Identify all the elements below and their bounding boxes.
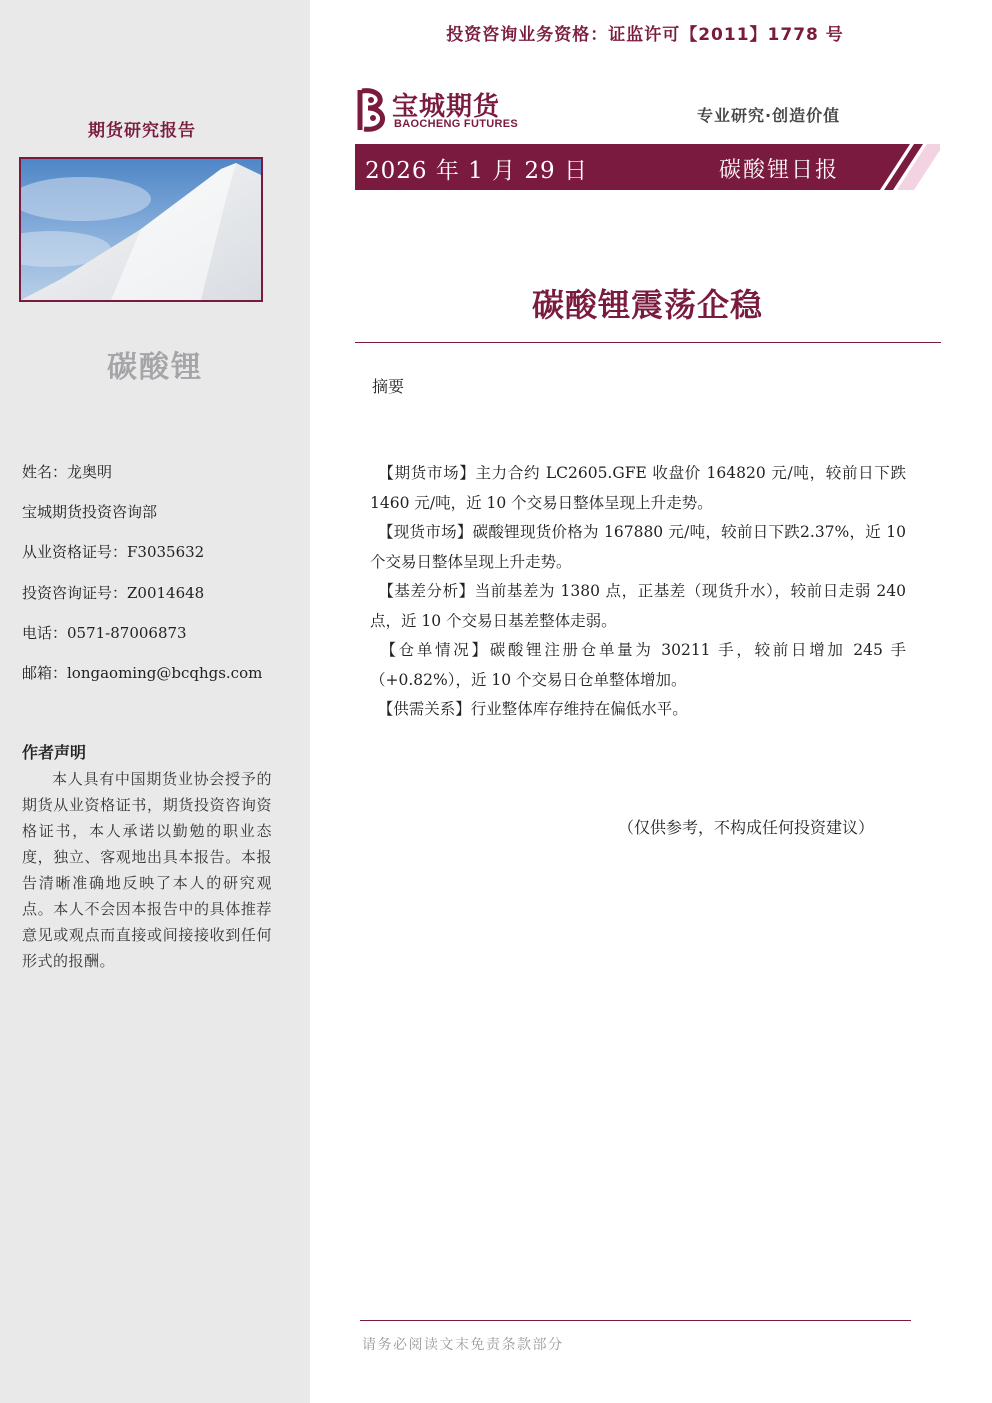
footer-divider: [360, 1320, 911, 1321]
license-line: 投资咨询业务资格：证监许可【2011】1778 号: [446, 25, 844, 45]
declaration-title: 作者声明: [22, 743, 87, 762]
report-date: 2026 年 1 月 29 日: [365, 158, 588, 184]
report-name: 碳酸锂日报: [719, 158, 840, 183]
para-supply-demand: 【供需关系】行业整体库存维持在偏低水平。: [370, 700, 688, 718]
summary-section: [370, 459, 906, 725]
abstract-label: 摘要: [372, 377, 405, 396]
cover-image-salt-mountain: [19, 157, 263, 302]
slogan: 专业研究·创造价值: [697, 106, 841, 125]
para-futures-market: 【期货市场】主力合约 LC2605.GFE 收盘价 164820 元/吨，较前日下跌 1460 元/吨，近 10 个交易日整体呈现上升走势。: [370, 464, 906, 512]
commodity-label: 碳酸锂: [107, 350, 203, 385]
author-email: 邮箱：longaoming@bcqhgs.com: [22, 663, 263, 682]
title-divider: [355, 342, 941, 343]
logo-english-name: BAOCHENG FUTURES: [394, 118, 518, 130]
para-spot-market: 【现货市场】碳酸锂现货价格为 167880 元/吨，较前日下跌2.37%，近 10 个交易日整体呈现上升走势。: [370, 523, 906, 571]
reference-only-note: （仅供参考，不构成任何投资建议）: [618, 818, 875, 837]
company-logo: [356, 86, 526, 134]
date-banner: [355, 144, 940, 190]
author-info: [22, 458, 302, 699]
report-type-label: 期货研究报告: [88, 121, 196, 141]
report-title: 碳酸锂震荡企稳: [531, 286, 763, 324]
author-department: 宝城期货投资咨询部: [22, 503, 158, 522]
author-qualification-id: 从业资格证号：F3035632: [22, 543, 205, 562]
author-name: 姓名：龙奥明: [22, 463, 113, 481]
logo-b-mark-icon: [356, 86, 390, 134]
sidebar: [0, 0, 310, 1403]
para-basis-analysis: 【基差分析】当前基差为 1380 点，正基差（现货升水），较前日走弱 240 点，近 10 个交易日基差整体走弱。: [370, 582, 906, 630]
author-phone: 电话：0571-87006873: [22, 623, 187, 642]
footer-disclaimer-link: 请务必阅读文末免责条款部分: [362, 1337, 564, 1353]
declaration-text: 本人具有中国期货业协会授予的期货从业资格证书，期货投资咨询资格证书，本人承诺以勤勉的职业态度，独立、客观地出具本报告。本报告清晰准确地反映了本人的研究观点。本人不会因本报告中的具体推荐意见或观点而直接或间接接收到任何形式的报酬。: [22, 770, 272, 970]
para-warehouse-receipts: 【仓单情况】碳酸锂注册仓单量为 30211 手，较前日增加 245 手（+0.82%），近 10 个交易日仓单整体增加。: [370, 641, 906, 689]
author-consulting-id: 投资咨询证号：Z0014648: [22, 583, 205, 602]
logo-chinese-name: 宝城期货: [392, 92, 501, 122]
